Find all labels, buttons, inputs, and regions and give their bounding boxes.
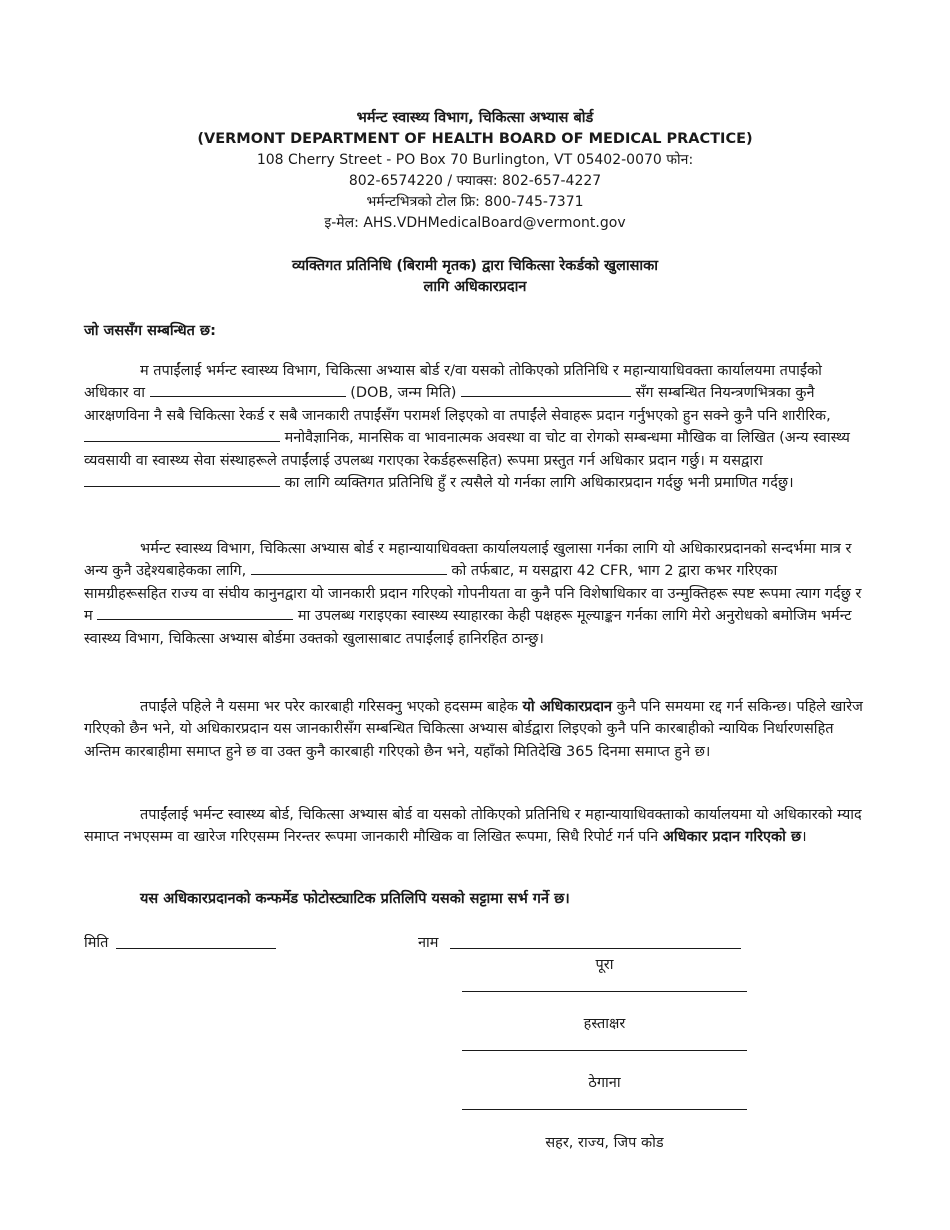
para2-text-b: को तर्फबाट, म यसद्वारा 42 CFR, भाग 2 द्वारा कभर गरिएका सामग्रीहरूसहित राज्य वा संघीय कानुनद्वारा यो जानकारी प्रदान गरिएको गोपनीयता वा कुनै पनि विशेषाधिकार वा उन्मुक्तिहरू स्पष्ट रूपमा त्याग गर्दछु र म — [84, 563, 862, 625]
para2-text-c: मा उपलब्ध गराइएका स्वास्थ्य स्याहारका केही पक्षहरू मूल्याङ्कन गर्नका लागि मेरो अनुरोधको बमोजिम भर्मन्ट स्वास्थ्य विभाग, चिकित्सा अभ्यास बोर्डमा उक्तको खुलासाबाट तपाईंलाई हानिरहित ठान्छु। — [84, 608, 852, 647]
paragraph-reporting — [84, 804, 864, 849]
city-state-zip-field[interactable] — [462, 1109, 747, 1110]
para3-text-a: तपाईंले पहिले नै यसमा भर परेर कारबाही गरिसक्नु भएको हदसम्म बाहेक — [140, 699, 518, 715]
paragraph-revocation — [84, 696, 864, 763]
org-name-nepali: भर्मन्ट स्वास्थ्य विभाग, चिकित्सा अभ्यास बोर्ड — [356, 110, 594, 126]
paragraph-authorization — [84, 360, 864, 494]
salutation: जो जससँग सम्बन्धित छ: — [84, 323, 216, 339]
para1-text-a: म तपाईंलाई भर्मन्ट स्वास्थ्य विभाग, चिकित्सा अभ्यास बोर्ड र/वा यसको तोकिएको प्रतिनिधि र महान्यायाधिवक्ता कार्यालयमा तपाईंको अधिकार वा — [84, 363, 822, 402]
photocopy-notice: यस अधिकारप्रदानको कन्फर्मेड फोटोस्ट्याटिक प्रतिलिपि यसको सट्टामा सर्भ गर्ने छ। — [140, 891, 570, 907]
dob-field[interactable] — [461, 382, 631, 397]
full-name-caption: पूरा — [595, 957, 614, 973]
decedent-name-field[interactable] — [84, 472, 280, 487]
name-label: नाम — [418, 935, 439, 951]
tollfree-line: भर्मन्टभित्रको टोल फ्रि: 800-745-7371 — [366, 194, 584, 210]
date-label: मिति — [84, 935, 109, 951]
para1-text-e: का लागि व्यक्तिगत प्रतिनिधि हुँ र त्यसैले यो गर्नका लागि अधिकारप्रदान गर्दछु भनी प्रमाणित गर्दछु। — [284, 475, 794, 492]
para1-text-d: मनोवैज्ञानिक, मानसिक वा भावनात्मक अवस्था वा चोट वा रोगको सम्बन्धमा मौखिक वा लिखित (अन्य स्वास्थ्य व्यवसायी वा स्वास्थ्य सेवा संस्थाहरूले तपाईंलाई उपलब्ध गराएका रेकर्डहरूसहित) रूपमा प्रस्तुत गर्न अधिकार प्रदान गर्छु। म यसद्वारा — [84, 430, 850, 469]
title-line-1: व्यक्तिगत प्रतिनिधि (बिरामी मृतक) द्वारा चिकित्सा रेकर्डको खुलासाका — [291, 258, 659, 274]
title-line-2: लागि अधिकारप्रदान — [423, 279, 527, 295]
signature-caption: हस्ताक्षर — [583, 1016, 626, 1032]
address-line: 108 Cherry Street - PO Box 70 Burlington, VT 05402-0070 फोन: — [256, 152, 694, 168]
letterhead — [0, 108, 950, 234]
para2-text-a: भर्मन्ट स्वास्थ्य विभाग, चिकित्सा अभ्यास बोर्ड र महान्यायाधिवक्ता कार्यालयलाई खुलासा गर्नका लागि यो अधिकारप्रदानको सन्दर्भमा मात्र र अन्य कुनै उद्देश्यबाहेकका लागि, — [84, 541, 852, 580]
para1-text-c: सँग सम्बन्धित नियन्त्रणभित्रका कुनै आरक्षणविना नै सबै चिकित्सा रेकर्ड र सबै जानकारी तपाईंसँग परामर्श लिइएको वा तपाईंले सेवाहरू प्रदान गर्नुभएको हुन सक्ने कुनै पनि शारीरिक, — [84, 385, 831, 424]
para4-text-c: । — [801, 829, 807, 846]
address-caption: ठेगाना — [588, 1075, 621, 1091]
address-field[interactable] — [462, 1050, 747, 1051]
para3-text-b: यो अधिकारप्रदान — [522, 699, 613, 715]
patient-behalf-field[interactable] — [251, 560, 447, 575]
para4-text-b: अधिकार प्रदान गरिएको छ — [662, 829, 802, 846]
phone-fax-line: 802-6574220 / फ्याक्स: 802-657-4227 — [348, 173, 602, 189]
org-name-english: (VERMONT DEPARTMENT OF HEALTH BOARD OF MEDICAL PRACTICE) — [197, 131, 753, 147]
physician-name-field[interactable] — [84, 427, 280, 442]
document-title — [0, 256, 950, 298]
para3-text-c: कुनै पनि समयमा रद्द गर्न सकिन्छ। पहिले खारेज गरिएको छैन भने, यो अधिकारप्रदान यस जानकारीसँग सम्बन्धित चिकित्सा अभ्यास बोर्डद्वारा लिइएको कुनै पनि कारबाहीको न्यायिक निर्धारणसहित अन्तिम कारबाहीमा समाप्त हुने छ वा उक्त कुनै कारबाही गरिएको छैन भने, यहाँको मितिदेखि 365 दिनमा समाप्त हुने छ। — [84, 699, 863, 760]
date-field[interactable] — [116, 948, 276, 949]
para1-text-b: (DOB, जन्म मिति) — [350, 385, 457, 402]
para4-text-a: तपाईंलाई भर्मन्ट स्वास्थ्य बोर्ड, चिकित्सा अभ्यास बोर्ड वा यसको तोकिएको प्रतिनिधि र महान्यायाधिवक्ताको कार्यालयमा यो अधिकारको म्याद समाप्त नभएसम्म वा खारेज गरिएसम्म निरन्तर रूपमा जानकारी मौखिक वा लिखित रूपमा, सिधै रिपोर्ट गर्न पनि — [84, 807, 862, 846]
city-state-zip-caption: सहर, राज्य, जिप कोड — [545, 1135, 664, 1151]
patient-name-field[interactable] — [150, 382, 346, 397]
email-line: इ-मेल: AHS.VDHMedicalBoard@vermont.gov — [324, 215, 626, 231]
signature-field[interactable] — [462, 991, 747, 992]
name-field[interactable] — [450, 948, 741, 949]
provider-name-field[interactable] — [97, 605, 293, 620]
paragraph-waiver — [84, 538, 864, 650]
